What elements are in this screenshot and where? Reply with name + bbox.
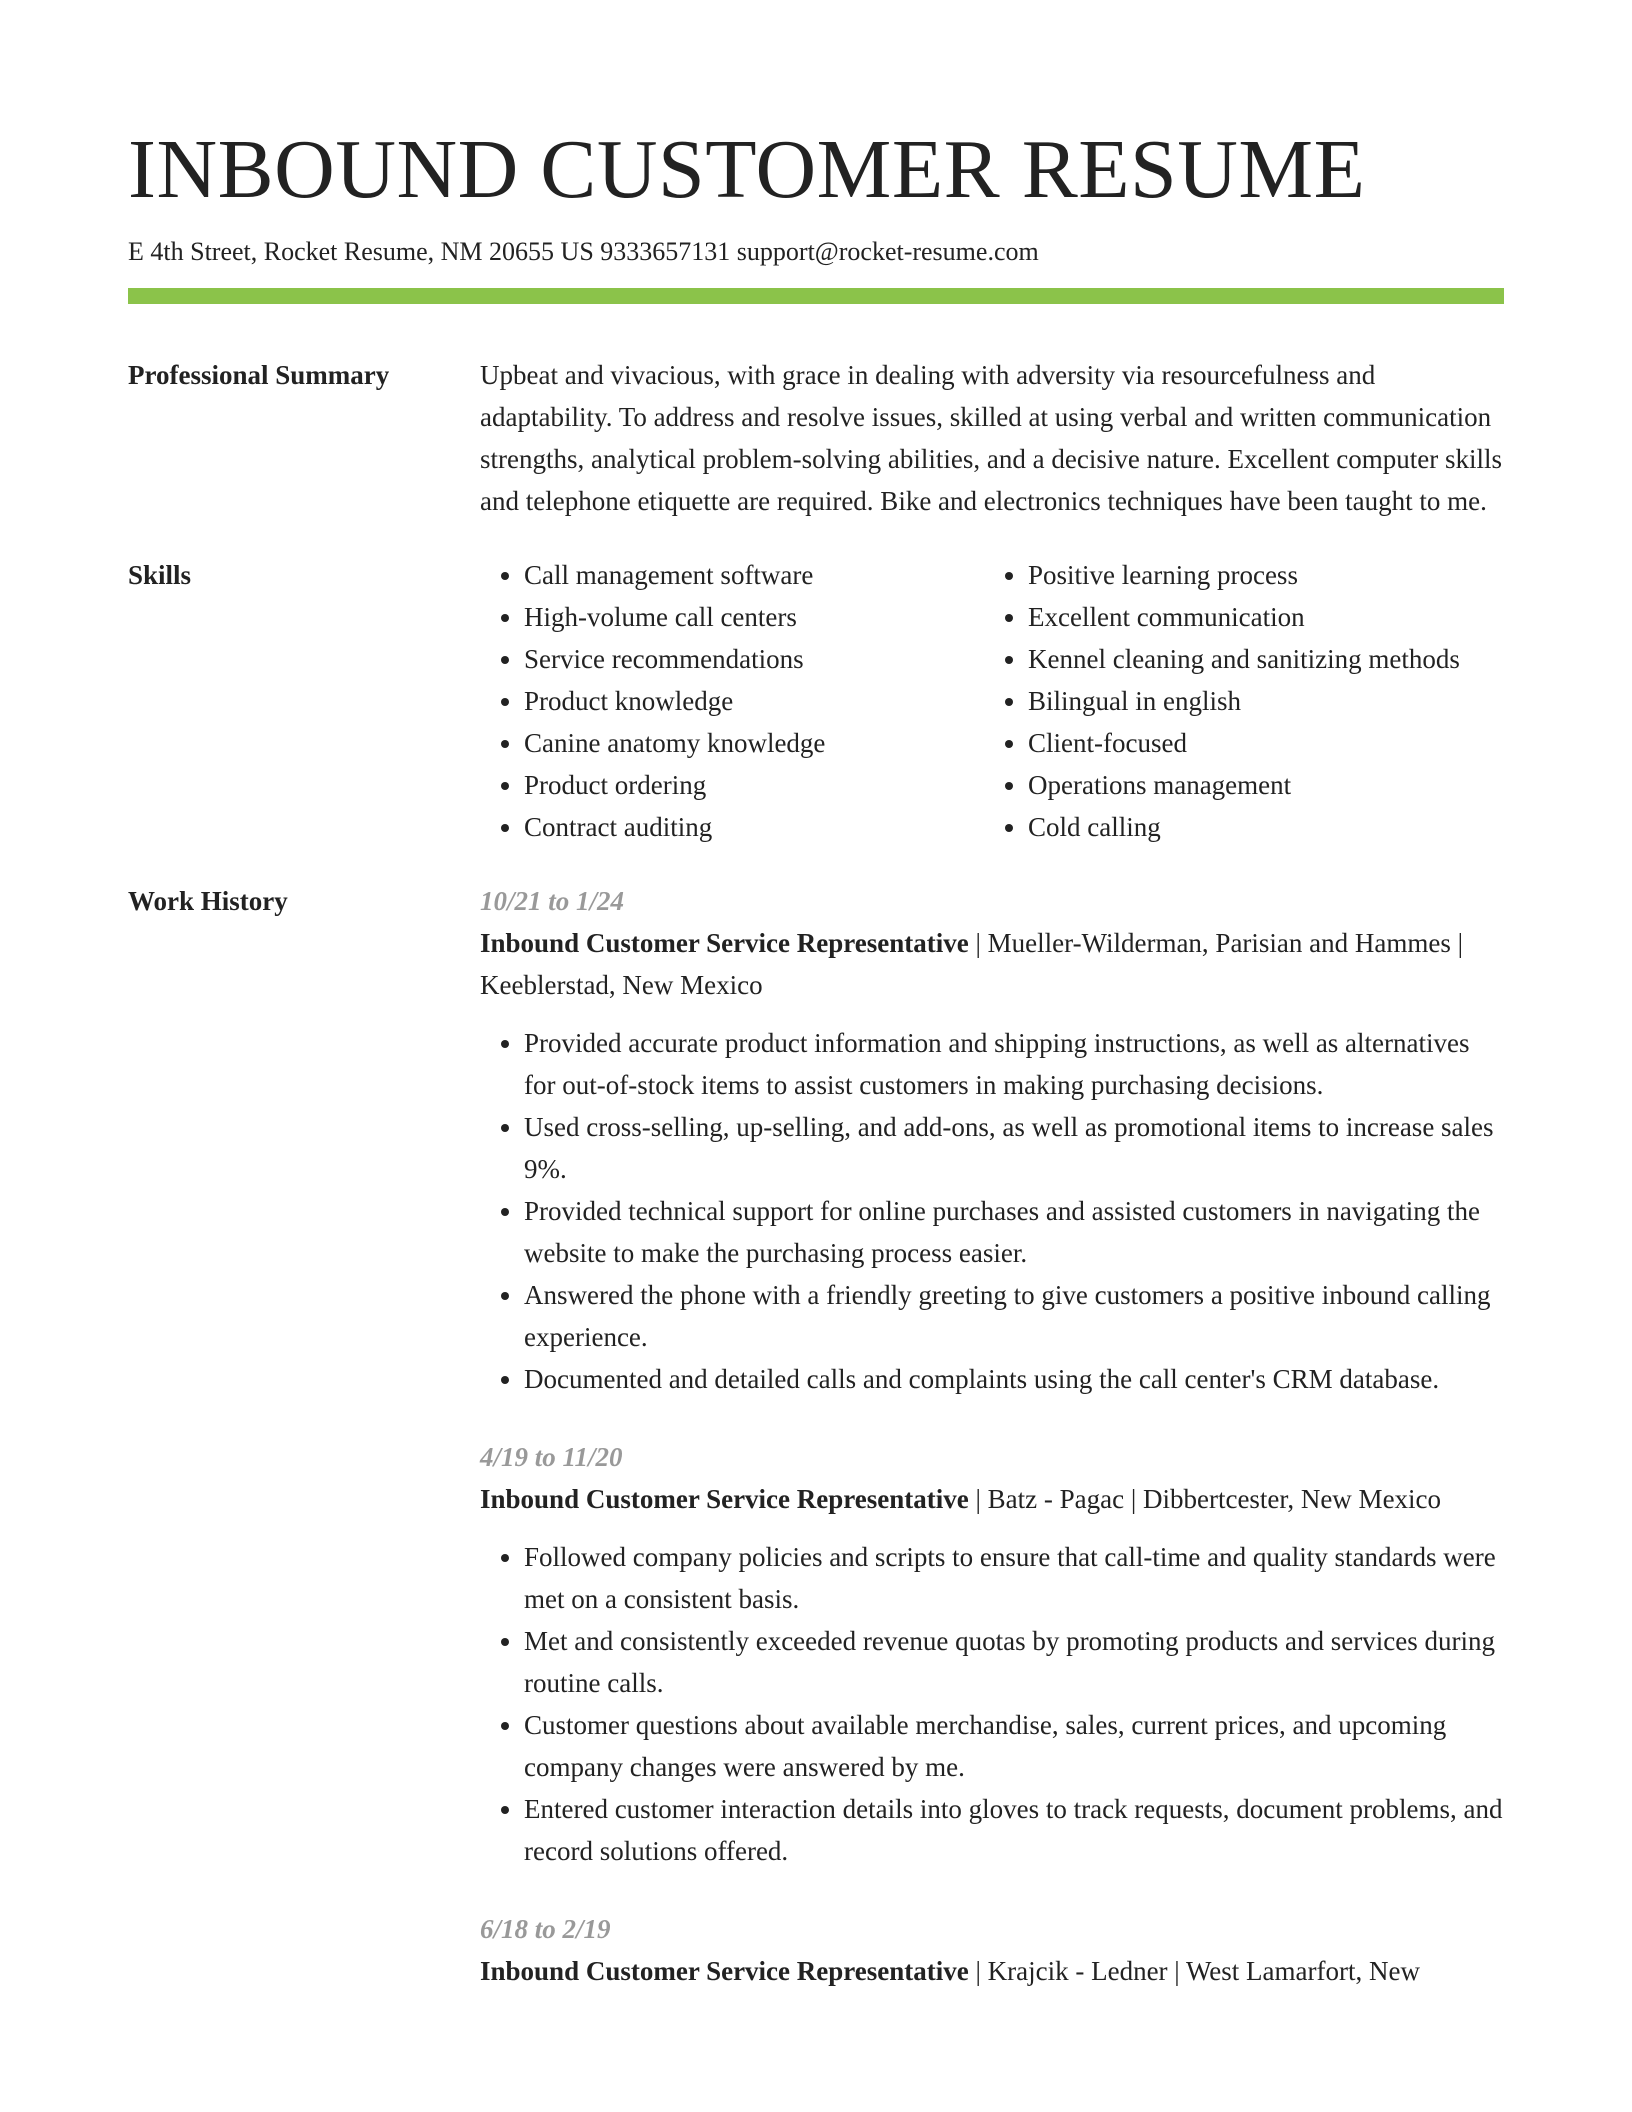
job-bullet: • Answered the phone with a friendly greeting to give customers a positive inbound calling experience.	[524, 1274, 1504, 1358]
resume-title: INBOUND CUSTOMER RESUME	[128, 123, 1366, 216]
skill-item: • Canine anatomy knowledge	[524, 722, 984, 764]
skill-item: • Contract auditing	[524, 806, 984, 848]
job-details: | Batz - Pagac | Dibbertcester, New Mexico	[968, 1484, 1442, 1514]
job-entry	[480, 1908, 1504, 1992]
job-title: Inbound Customer Service Representative	[480, 1956, 969, 1986]
work-history-section	[128, 880, 1504, 2028]
header-divider	[128, 288, 1504, 304]
summary-section	[128, 354, 1504, 522]
job-bullet: • Documented and detailed calls and complaints using the call center's CRM database.	[524, 1358, 1504, 1400]
address: E 4th Street, Rocket Resume, NM 20655 US	[128, 237, 594, 266]
job-dates: 10/21 to 1/24	[480, 886, 625, 916]
job-title: Inbound Customer Service Representative	[480, 1484, 969, 1514]
contact-line	[128, 236, 1504, 268]
skills-heading: Skills	[128, 560, 192, 590]
job-bullet: • Customer questions about available merchandise, sales, current prices, and upcoming company changes were answered by me.	[524, 1704, 1504, 1788]
phone: 9333657131	[600, 237, 731, 266]
skill-item: • Positive learning process	[1028, 554, 1508, 596]
job-bullet: • Provided technical support for online purchases and assisted customers in navigating the website to make the purchasing process easier.	[524, 1190, 1504, 1274]
job-details: | Krajcik - Ledner | West Lamarfort, New	[968, 1956, 1420, 1986]
summary-text: Upbeat and vivacious, with grace in dealing with adversity via resourcefulness and adaptability. To address and resolve issues, skilled at using verbal and written communication strengths, analytical problem-solving abilities, and a decisive nature. Excellent computer skills and telephone etiquette are required. Bike and electronics techniques have been taught to me.	[480, 360, 1502, 516]
job-details: | Mueller-Wilderman, Parisian and Hammes | Keeblerstad, New Mexico	[480, 928, 1464, 1000]
work-history-heading: Work History	[128, 886, 288, 916]
job-bullet: • Followed company policies and scripts to ensure that call-time and quality standards were met on a consistent basis.	[524, 1536, 1504, 1620]
job-bullet: • Provided accurate product information and shipping instructions, as well as alternatives for out-of-stock items to assist customers in making purchasing decisions.	[524, 1022, 1504, 1106]
job-title: Inbound Customer Service Representative	[480, 928, 969, 958]
job-bullets	[480, 1022, 1504, 1400]
job-entry	[480, 1436, 1504, 1872]
work-history-list	[480, 880, 1504, 2028]
job-dates: 6/18 to 2/19	[480, 1914, 611, 1944]
skill-item: • Cold calling	[1028, 806, 1508, 848]
job-bullet: • Entered customer interaction details into gloves to track requests, document problems, and record solutions offered.	[524, 1788, 1504, 1872]
skills-column-2	[984, 554, 1508, 848]
job-bullet: • Met and consistently exceeded revenue quotas by promoting products and services during routine calls.	[524, 1620, 1504, 1704]
skill-item: • Client-focused	[1028, 722, 1508, 764]
skill-item: • Bilingual in english	[1028, 680, 1508, 722]
skill-item: • Product ordering	[524, 764, 984, 806]
skill-item: • Kennel cleaning and sanitizing methods	[1028, 638, 1508, 680]
job-entry	[480, 880, 1504, 1400]
summary-heading: Professional Summary	[128, 360, 390, 390]
job-dates: 4/19 to 11/20	[480, 1442, 623, 1472]
job-bullets	[480, 1536, 1504, 1872]
skill-item: • High-volume call centers	[524, 596, 984, 638]
skills-list	[480, 554, 1508, 848]
job-heading	[480, 922, 1504, 1006]
skill-item: • Excellent communication	[1028, 596, 1508, 638]
skill-item: • Call management software	[524, 554, 984, 596]
skill-item: • Operations management	[1028, 764, 1508, 806]
email: support@rocket-resume.com	[736, 237, 1039, 266]
skills-column-1	[480, 554, 984, 848]
job-heading	[480, 1478, 1504, 1520]
job-heading	[480, 1950, 1504, 1992]
job-bullet: • Used cross-selling, up-selling, and add-ons, as well as promotional items to increase sales 9%.	[524, 1106, 1504, 1190]
skills-section	[128, 554, 1504, 848]
skill-item: • Product knowledge	[524, 680, 984, 722]
skill-item: • Service recommendations	[524, 638, 984, 680]
